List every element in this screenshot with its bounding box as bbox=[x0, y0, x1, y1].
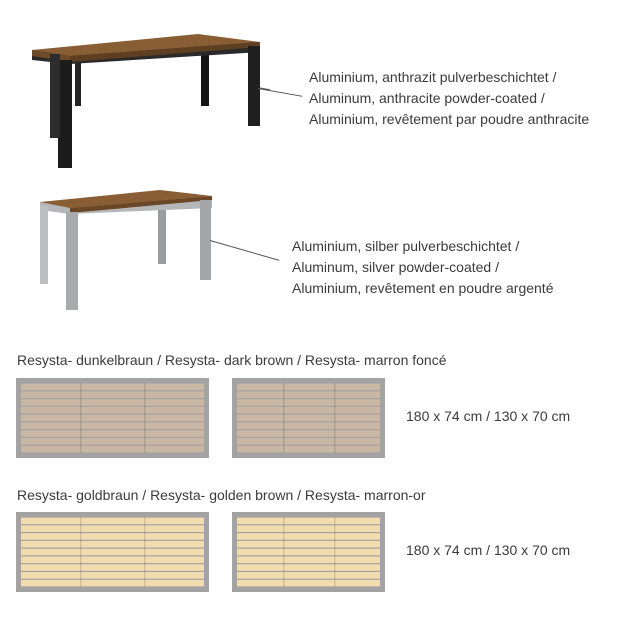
slat bbox=[237, 525, 380, 532]
slat bbox=[237, 518, 380, 525]
caption-silver-fr: Aluminium, revêtement en poudre argenté bbox=[292, 280, 554, 296]
slat bbox=[21, 438, 204, 445]
slat bbox=[21, 564, 204, 571]
slat bbox=[21, 556, 204, 563]
slat-support bbox=[334, 517, 336, 587]
swatch-gold-title: Resysta- goldbraun / Resysta- golden brown / Resysta- marron-or bbox=[17, 487, 426, 503]
slat-support bbox=[144, 383, 146, 453]
slat bbox=[237, 564, 380, 571]
pointer-line-silver bbox=[210, 240, 279, 261]
slat bbox=[21, 549, 204, 556]
slat bbox=[21, 430, 204, 437]
slat-support bbox=[283, 517, 285, 587]
slat bbox=[237, 438, 380, 445]
slat-support bbox=[80, 517, 82, 587]
slat bbox=[21, 580, 204, 587]
swatch-gold-small bbox=[232, 512, 385, 592]
slat bbox=[21, 422, 204, 429]
slat bbox=[237, 533, 380, 540]
slat bbox=[21, 407, 204, 414]
slat bbox=[21, 518, 204, 525]
caption-anthracite-fr: Aluminium, revêtement par poudre anthracite bbox=[309, 111, 590, 127]
slat bbox=[237, 415, 380, 422]
slat bbox=[237, 572, 380, 579]
slat bbox=[237, 430, 380, 437]
slat bbox=[237, 399, 380, 406]
caption-anthracite-en: Aluminum, anthracite powder-coated / bbox=[309, 90, 545, 106]
caption-silver bbox=[292, 236, 553, 299]
slat bbox=[21, 525, 204, 532]
swatch-dark-sizes: 180 x 74 cm / 130 x 70 cm bbox=[406, 408, 571, 424]
slat bbox=[237, 549, 380, 556]
slat bbox=[21, 399, 204, 406]
swatch-dark-small bbox=[232, 378, 385, 458]
slat bbox=[237, 446, 380, 453]
slat bbox=[21, 572, 204, 579]
slat bbox=[21, 541, 204, 548]
slat-support bbox=[283, 383, 285, 453]
slat bbox=[21, 384, 204, 391]
slat-support bbox=[144, 517, 146, 587]
slat bbox=[237, 407, 380, 414]
slat bbox=[21, 533, 204, 540]
slat bbox=[21, 446, 204, 453]
caption-anthracite-de: Aluminium, anthrazit pulverbeschichtet / bbox=[309, 69, 557, 85]
caption-silver-de: Aluminium, silber pulverbeschichtet / bbox=[292, 238, 520, 254]
swatch-dark-large bbox=[16, 378, 209, 458]
slat bbox=[21, 415, 204, 422]
slat-support bbox=[334, 383, 336, 453]
table-anthracite-illustration bbox=[20, 28, 270, 173]
swatch-gold-sizes: 180 x 74 cm / 130 x 70 cm bbox=[406, 542, 571, 558]
table-silver-illustration bbox=[30, 186, 220, 312]
slat bbox=[237, 541, 380, 548]
slat-support bbox=[80, 383, 82, 453]
slat bbox=[237, 556, 380, 563]
slat bbox=[237, 391, 380, 398]
caption-silver-en: Aluminum, silver powder-coated / bbox=[292, 259, 499, 275]
caption-anthracite bbox=[309, 67, 589, 130]
slat bbox=[237, 422, 380, 429]
slat bbox=[237, 384, 380, 391]
swatch-dark-title: Resysta- dunkelbraun / Resysta- dark brown / Resysta- marron foncé bbox=[17, 352, 447, 368]
swatch-gold-large bbox=[16, 512, 209, 592]
slat bbox=[21, 391, 204, 398]
slat bbox=[237, 580, 380, 587]
